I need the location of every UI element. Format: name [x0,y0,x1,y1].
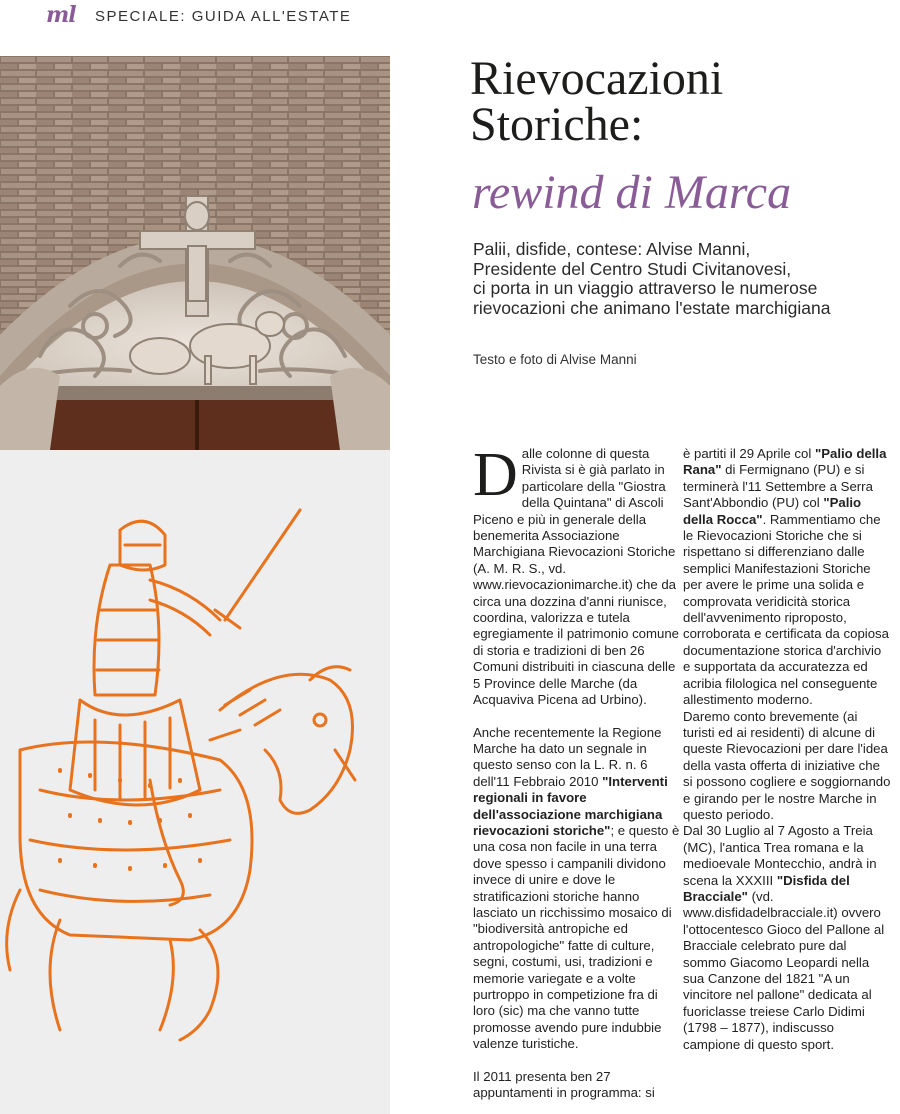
standfirst-line: Palii, disfide, contese: Alvise Manni, [473,239,751,259]
paragraph-4-text-b: di Fermignano (PU) e si terminerà l'11 Settembre a Serra Sant'Abbondio (PU) col [683,462,873,511]
title-line-2: Storiche: [470,98,644,151]
title-accent: rewind di Marca [472,166,792,219]
paragraph-4-text-c: . Rammentiamo che le Rievocazioni Storiche che si rispettano si differenziano dalle semplici Manifestazioni Storiche per avere le prime una solida e comprovata veridicità storica dell'avvenimento riproposto, corroborata e certificata da copiosa documentazione storica d'archivio e supportata da accuratezza ed acribia filologica nel conseguente allestimento moderno. [683,511,889,708]
paragraph-1 [473,441,681,709]
body-column-2 [683,446,891,1053]
disfida-bracciale: "Disfida del Bracciale" [683,872,850,904]
paragraph-2 [473,725,681,1053]
paragraph-2-text-a: Anche recentemente la Regione Marche ha dato un segnale in questo senso con la L. R. n. 6 dell'11 Febbraio 2010 [473,724,662,789]
palio-rocca: "Palio della Rocca" [683,495,862,527]
byline: Testo e foto di Alvise Manni [473,352,637,367]
paragraph-2-law-title: "Interventi regionali in favore dell'associazione marchigiana rievocazioni storiche" [473,773,668,838]
palio-rana: "Palio della Rana" [683,446,887,478]
article-title [470,52,890,151]
paragraph-2-text-b: ; e questo è una cosa non facile in una terra dove spesso i campanili dividono invece di unire e dove le stratificazioni storiche hanno lasciato un ricchissimo mosaico di "biodiversità antropiche ed antropologiche" fatte di culture, segni, costumi, usi, tradizioni e memorie variegate e a volte purtroppo in competizione fra di loro (sic) ma che vanno tutte promosse avendo pure indubbie valenze turistiche. [473,822,680,1052]
standfirst-line: ci porta in un viaggio attraverso le numerose [473,278,818,298]
section-label: SPECIALE: GUIDA ALL'ESTATE [95,8,352,25]
paragraph-6 [683,823,891,1053]
standfirst-line: rievocazioni che animano l'estate marchigiana [473,297,831,318]
magazine-logo: ml [46,2,76,28]
paragraph-3: Il 2011 presenta ben 27 appuntamenti in programma: si [473,1068,655,1101]
standfirst [473,240,883,318]
drop-cap: D [473,441,518,509]
title-line-1: Rievocazioni [470,52,724,105]
paragraph-5: Daremo conto brevemente (ai turisti ed ai residenti) di alcune di queste Rievocazioni per dare l'idea della vasta offerta di iniziative che si possono cogliere e soggiornando e girando per le nostre Marche in questo periodo. [683,708,891,822]
paragraph-4-text-a: è partiti il 29 Aprile col [683,446,815,461]
paragraph-6-text-a: Dal 30 Luglio al 7 Agosto a Treia (MC), l'antica Trea romana e la medioevale Montecchio, andrà in scena la XXXIII [683,823,877,888]
paragraph-4 [683,446,891,709]
body-column-1 [473,441,681,1101]
paragraph-6-text-b: (vd. www.disfidadelbracciale.it) ovvero l'ottocentesco Gioco del Pallone al Bracciale celebrato pure dal sommo Giacomo Leopardi nella sua Canzone del 1821 "A un vincitore nel pallone" dedicata al fuoriclasse treiese Carlo Didimi (1798 – 1877), indiscusso campione di questo sport. [683,888,885,1052]
paragraph-1-text: alle colonne di questa Rivista si è già parlato in particolare della "Giostra della Quintana" di Ascoli Piceno e più in generale della benemerita Associazione Marchigiana Rievocazioni Storiche (A. M. R. S., vd. www.rievocazionimarche.it) che da circa una dozzina d'anni riunisce, coordina, valorizza e tutela egregiamente il patrimonio comune di storia e tradizioni di ben 26 Comuni distribuiti in ciascuna delle 5 Province delle Marche (da Acquaviva Picena ad Urbino). [473,446,679,708]
standfirst-line: Presidente del Centro Studi Civitanovesi, [473,258,792,279]
knight-illustration [0,450,390,1114]
lunette-photo [0,56,390,450]
page-header [0,0,900,36]
